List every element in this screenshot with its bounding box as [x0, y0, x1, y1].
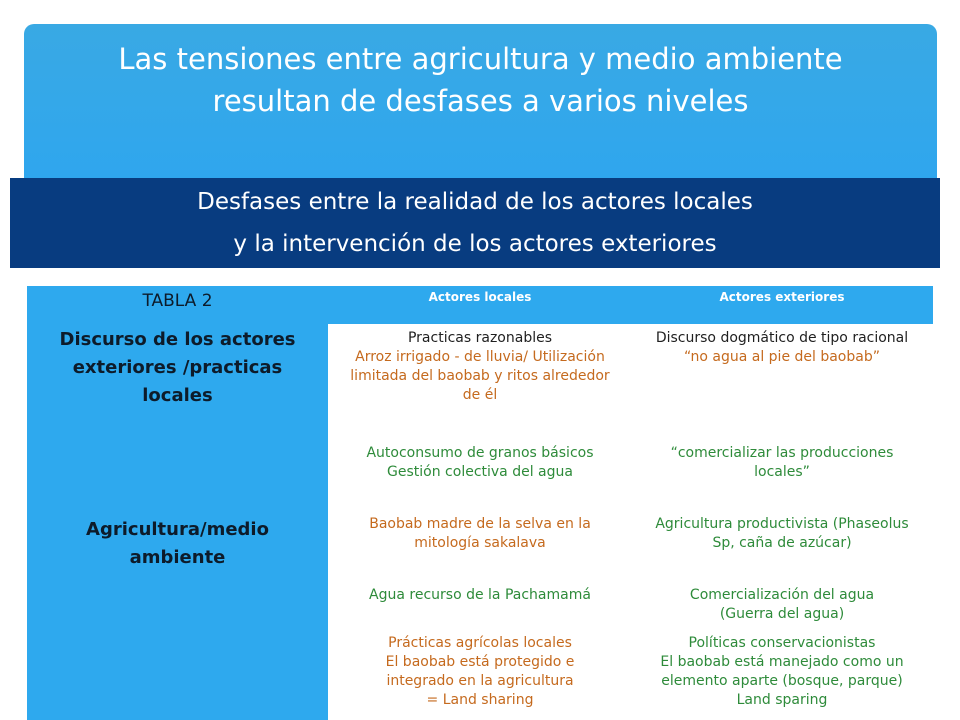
cell-local-3 — [330, 515, 630, 553]
row-head-line: Agricultura/medio — [86, 519, 269, 540]
cell-local-2 — [330, 444, 630, 482]
slide-title — [24, 38, 937, 122]
cell-line: limitada del baobab y ritos alrededor — [350, 368, 610, 384]
row-head-line: locales — [142, 385, 213, 406]
cell-line: Practicas razonables — [407, 330, 552, 346]
cell-exterior-4 — [632, 586, 932, 624]
cell-line: Discurso dogmático de tipo racional — [655, 330, 909, 346]
cell-exterior-5 — [632, 634, 932, 710]
column-header-exterior: Actores exteriores — [719, 290, 845, 304]
cell-line: elemento aparte (bosque, parque) — [661, 673, 903, 689]
cell-line: Baobab madre de la selva en la — [369, 516, 591, 532]
cell-line: Sp, caña de azúcar) — [712, 535, 852, 551]
column-header-local: Actores locales — [428, 290, 532, 304]
row-head-line: Discurso de los actores — [59, 329, 296, 350]
subtitle-line-2: y la intervención de los actores exteriores — [233, 231, 717, 257]
cell-line: de él — [462, 387, 498, 403]
cell-line: locales” — [754, 464, 810, 480]
title-line-1: Las tensiones entre agricultura y medio ambiente — [118, 42, 843, 76]
table-label: TABLA 2 — [142, 291, 213, 311]
cell-line: Agua recurso de la Pachamamá — [369, 587, 591, 603]
row-head-agricultura — [27, 516, 328, 572]
cell-line: Land sparing — [736, 692, 828, 708]
cell-local-5 — [330, 634, 630, 710]
subtitle-line-1: Desfases entre la realidad de los actores locales — [197, 189, 753, 215]
cell-line: “comercializar las producciones — [670, 445, 894, 461]
slide-subtitle — [10, 178, 940, 265]
cell-local-4 — [330, 586, 630, 605]
cell-local-1 — [330, 329, 630, 405]
cell-line: mitología sakalava — [414, 535, 546, 551]
cell-exterior-1 — [632, 329, 932, 367]
cell-line: integrado en la agricultura — [386, 673, 574, 689]
cell-line: = Land sharing — [426, 692, 534, 708]
cell-line: “no agua al pie del baobab” — [684, 349, 880, 365]
cell-line: Comercialización del agua — [689, 587, 875, 603]
cell-line: El baobab está manejado como un — [660, 654, 904, 670]
row-head-line: ambiente — [129, 547, 226, 568]
cell-line: Gestión colectiva del agua — [387, 464, 573, 480]
row-head-discurso — [27, 326, 328, 410]
cell-line: (Guerra del agua) — [719, 606, 845, 622]
cell-line: El baobab está protegido e — [385, 654, 575, 670]
cell-exterior-2 — [632, 444, 932, 482]
cell-line: Políticas conservacionistas — [688, 635, 876, 651]
cell-exterior-3 — [632, 515, 932, 553]
row-head-line: exteriores /practicas — [72, 357, 283, 378]
cell-line: Autoconsumo de granos básicos — [366, 445, 594, 461]
cell-line: Agricultura productivista (Phaseolus — [655, 516, 909, 532]
cell-line: Arroz irrigado - de lluvia/ Utilización — [355, 349, 605, 365]
title-line-2: resultan de desfases a varios niveles — [212, 84, 749, 118]
cell-line: Prácticas agrícolas locales — [388, 635, 572, 651]
